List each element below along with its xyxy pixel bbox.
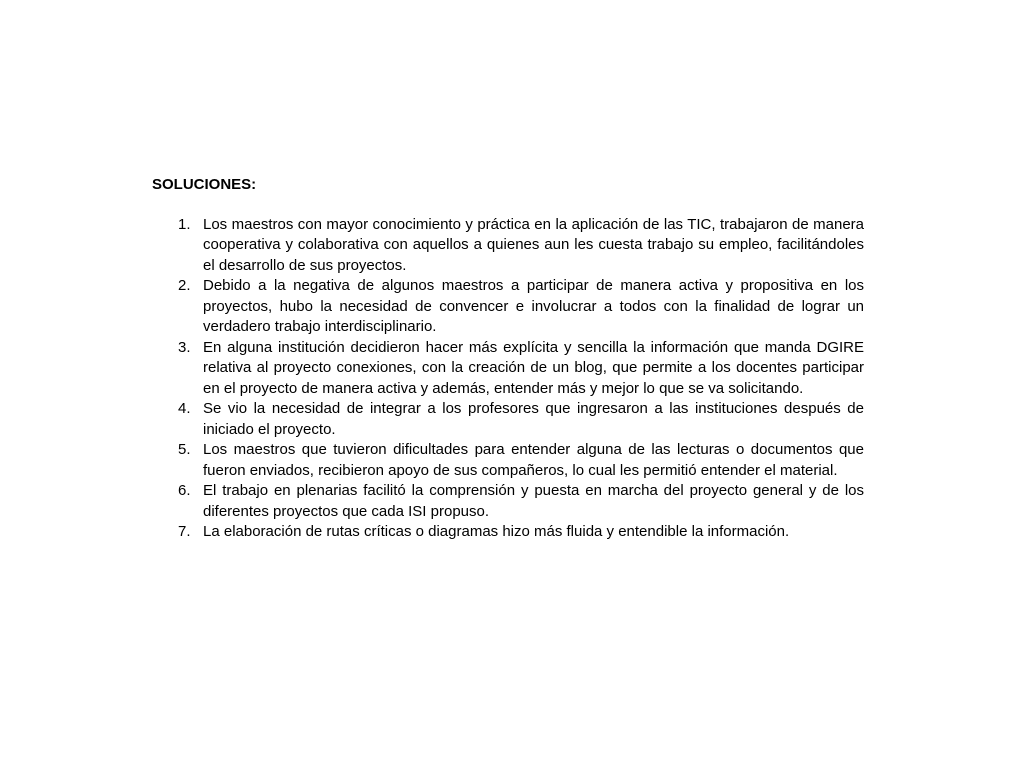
list-item-number: 2. [178,277,191,294]
list-item-number: 7. [178,523,191,540]
list-item-text: En alguna institución decidieron hacer más explícita y sencilla la información que manda DGIRE relativa al proyecto conexiones, con la creación de un blog, que permite a los docentes participar en el proyecto de manera activa y además, entender más y mejor lo que se va solicitando. [203,338,864,397]
solutions-list [152,215,864,543]
list-item-text: La elaboración de rutas críticas o diagramas hizo más fluida y entendible la información. [203,523,790,540]
list-item-text: Debido a la negativa de algunos maestros a participar de manera activa y propositiva en los proyectos, hubo la necesidad de convencer e involucrar a todos con la finalidad de lograr un verdadero trabajo interdisciplinario. [203,277,864,335]
list-item [152,276,864,338]
list-item-number: 5. [178,441,191,458]
list-item-text: Los maestros que tuvieron dificultades para entender alguna de las lecturas o documentos que fueron enviados, recibieron apoyo de sus compañeros, lo cual les permitió entender el material. [203,441,864,479]
document-body [152,175,864,543]
list-item [152,215,864,277]
list-item-number: 4. [178,400,191,417]
list-item-text: Se vio la necesidad de integrar a los profesores que ingresaron a las instituciones después de iniciado el proyecto. [203,400,864,438]
list-item [152,481,864,522]
list-item [152,338,864,400]
list-item-number: 1. [178,215,191,233]
list-item-number: 3. [178,338,191,356]
list-item-text: El trabajo en plenarias facilitó la comprensión y puesta en marcha del proyecto general y de los diferentes proyectos que cada ISI propuso. [203,482,864,520]
list-item [152,522,864,543]
list-item-text: Los maestros con mayor conocimiento y práctica en la aplicación de las TIC, trabajaron de manera cooperativa y colaborativa con aquellos a quienes aun les cuesta trabajo su empleo, facilitándoles el desarrollo de sus proyectos. [203,215,864,274]
list-item [152,440,864,481]
section-heading: SOLUCIONES: [152,176,257,193]
list-item-number: 6. [178,482,191,499]
list-item [152,399,864,440]
